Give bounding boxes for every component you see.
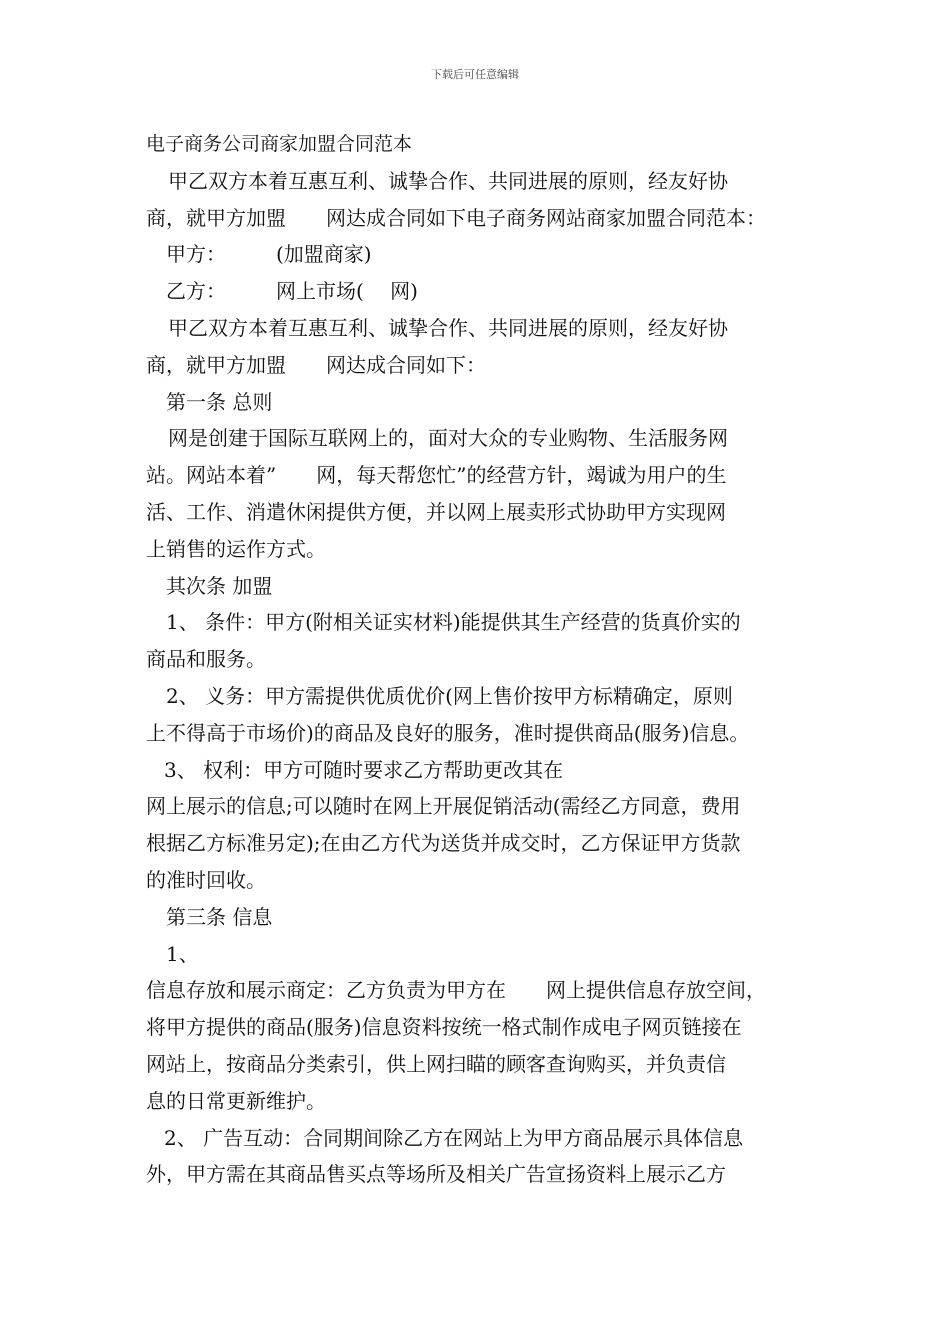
party-b-line: 乙方： 网上市场( 网): [166, 279, 418, 304]
paragraph-line: 商，就甲方加盟 网达成合同如下：: [146, 352, 486, 377]
paragraph-line: 商，就甲方加盟 网达成合同如下电子商务网站商家加盟合同范本：: [146, 205, 766, 230]
clause-line: 息的日常更新维护。: [146, 1088, 326, 1113]
clause-line: 将甲方提供的商品(服务)信息资料按统一格式制作成电子网页链接在: [146, 1015, 742, 1040]
section-heading: 第三条 信息: [166, 904, 273, 929]
clause-line: 3、 权利：甲方可随时要求乙方帮助更改其在: [164, 757, 564, 782]
paragraph-line: 站。网站本着” 网，每天帮您忙”的经营方针，竭诚为用户的生: [146, 463, 727, 488]
clause-line: 外，甲方需在其商品售买点等场所及相关广告宣扬资料上展示乙方: [146, 1162, 726, 1187]
paragraph-line: 网是创建于国际互联网上的，面对大众的专业购物、生活服务网: [168, 426, 728, 451]
paragraph-line: 甲乙双方本着互惠互利、诚挚合作、共同进展的原则，经友好协: [168, 168, 728, 193]
clause-line: 的准时回收。: [146, 867, 266, 892]
clause-line: 1、: [166, 941, 199, 966]
paragraph-line: 甲乙双方本着互惠互利、诚挚合作、共同进展的原则，经友好协: [168, 315, 728, 340]
section-heading: 第一条 总则: [166, 389, 273, 414]
clause-line: 信息存放和展示商定：乙方负责为甲方在 网上提供信息存放空间，: [146, 978, 766, 1003]
document-body: [146, 126, 816, 1193]
clause-line: 1、 条件：甲方(附相关证实材料)能提供其生产经营的货真价实的: [166, 610, 741, 635]
clause-line: 网上展示的信息;可以随时在网上开展促销活动(需经乙方同意，费用: [146, 794, 741, 819]
clause-line: 2、 义务：甲方需提供优质优价(网上售价按甲方标精确定，原则: [166, 683, 733, 708]
page-header-note: 下载后可任意编辑: [431, 68, 519, 81]
party-a-line: 甲方： (加盟商家): [166, 242, 372, 267]
clause-line: 上不得高于市场价)的商品及良好的服务，准时提供商品(服务)信息。: [146, 720, 750, 745]
document-title: 电子商务公司商家加盟合同范本: [146, 133, 413, 155]
paragraph-line: 活、工作、消遣休闲提供方便，并以网上展卖形式协助甲方实现网: [146, 499, 726, 524]
clause-line: 根据乙方标准另定);在由乙方代为送货并成交时，乙方保证甲方货款: [146, 831, 741, 856]
section-heading: 其次条 加盟: [166, 573, 273, 598]
clause-line: 网站上，按商品分类索引，供上网扫瞄的顾客查询购买，并负责信: [146, 1051, 726, 1076]
clause-line: 商品和服务。: [146, 647, 266, 672]
paragraph-line: 上销售的运作方式。: [146, 536, 326, 561]
clause-line: 2、 广告互动：合同期间除乙方在网站上为甲方商品展示具体信息: [164, 1125, 744, 1150]
